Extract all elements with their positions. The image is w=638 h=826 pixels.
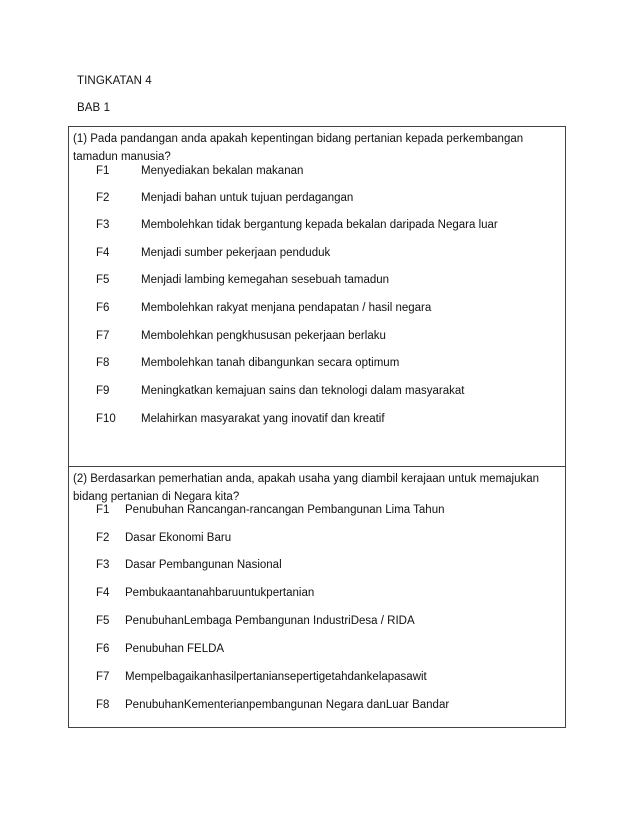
option-text: Pembukaantanahbaruuntukpertanian xyxy=(125,587,315,599)
option-code: F1 xyxy=(96,504,110,516)
q1-option-f8 xyxy=(69,355,565,371)
q2-option-f7 xyxy=(69,669,565,685)
option-text: PenubuhanKementerianpembangunan Negara danLuar Bandar xyxy=(125,699,450,711)
q2-option-f8 xyxy=(69,697,565,713)
option-code: F6 xyxy=(96,302,110,314)
option-text: Dasar Ekonomi Baru xyxy=(125,532,232,544)
question-1-prompt: (1) Pada pandangan anda apakah kepentingan bidang pertanian kepada perkembangan tamadun manusia? xyxy=(73,133,524,163)
q2-option-f3 xyxy=(69,557,565,573)
q1-option-f1 xyxy=(69,163,565,179)
q1-option-f2 xyxy=(69,190,565,206)
option-code: F1 xyxy=(96,165,110,177)
option-code: F9 xyxy=(96,385,110,397)
q2-option-f1 xyxy=(69,502,565,518)
q2-option-f4 xyxy=(69,585,565,601)
option-text: Membolehkan tanah dibangunkan secara optimum xyxy=(141,357,400,369)
option-code: F7 xyxy=(96,671,110,683)
option-code: F8 xyxy=(96,357,110,369)
option-code: F3 xyxy=(96,219,110,231)
option-text: Meningkatkan kemajuan sains dan teknologi dalam masyarakat xyxy=(141,385,465,397)
option-text: Membolehkan pengkhususan pekerjaan berlaku xyxy=(141,330,386,342)
option-code: F7 xyxy=(96,330,110,342)
option-code: F2 xyxy=(96,532,110,544)
option-text: PenubuhanLembaga Pembangunan IndustriDesa / RIDA xyxy=(125,615,415,627)
option-code: F3 xyxy=(96,559,110,571)
question-2-box xyxy=(68,466,566,728)
option-text: Penubuhan FELDA xyxy=(125,643,225,655)
option-code: F5 xyxy=(96,274,110,286)
option-text: Penubuhan Rancangan-rancangan Pembangunan Lima Tahun xyxy=(125,504,445,516)
chapter-heading: BAB 1 xyxy=(77,102,111,114)
option-code: F6 xyxy=(96,643,110,655)
q2-option-f6 xyxy=(69,641,565,657)
option-code: F10 xyxy=(96,413,116,425)
question-2-prompt: (2) Berdasarkan pemerhatian anda, apakah usaha yang diambil kerajaan untuk memajukan bidang pertanian di Negara kita? xyxy=(73,473,540,503)
option-text: Mempelbagaikanhasilpertaniansepertigetahdankelapasawit xyxy=(125,671,427,683)
q1-option-f5 xyxy=(69,272,565,288)
option-text: Melahirkan masyarakat yang inovatif dan kreatif xyxy=(141,413,385,425)
option-code: F4 xyxy=(96,587,110,599)
question-1-box xyxy=(68,126,566,467)
q1-option-f3 xyxy=(69,217,565,233)
q1-option-f6 xyxy=(69,300,565,316)
q1-option-f4 xyxy=(69,245,565,261)
option-text: Menjadi bahan untuk tujuan perdagangan xyxy=(141,192,354,204)
q1-option-f7 xyxy=(69,328,565,344)
option-text: Menjadi lambing kemegahan sesebuah tamadun xyxy=(141,274,390,286)
option-text: Menjadi sumber pekerjaan penduduk xyxy=(141,247,331,259)
form-level-heading: TINGKATAN 4 xyxy=(77,75,152,87)
q2-option-f2 xyxy=(69,530,565,546)
option-text: Membolehkan tidak bergantung kepada bekalan daripada Negara luar xyxy=(141,219,498,231)
option-text: Membolehkan rakyat menjana pendapatan / hasil negara xyxy=(141,302,432,314)
option-text: Dasar Pembangunan Nasional xyxy=(125,559,282,571)
option-code: F2 xyxy=(96,192,110,204)
q1-option-f10 xyxy=(69,411,565,427)
q1-option-f9 xyxy=(69,383,565,399)
option-code: F5 xyxy=(96,615,110,627)
option-code: F4 xyxy=(96,247,110,259)
q2-option-f5 xyxy=(69,613,565,629)
option-text: Menyediakan bekalan makanan xyxy=(141,165,304,177)
option-code: F8 xyxy=(96,699,110,711)
